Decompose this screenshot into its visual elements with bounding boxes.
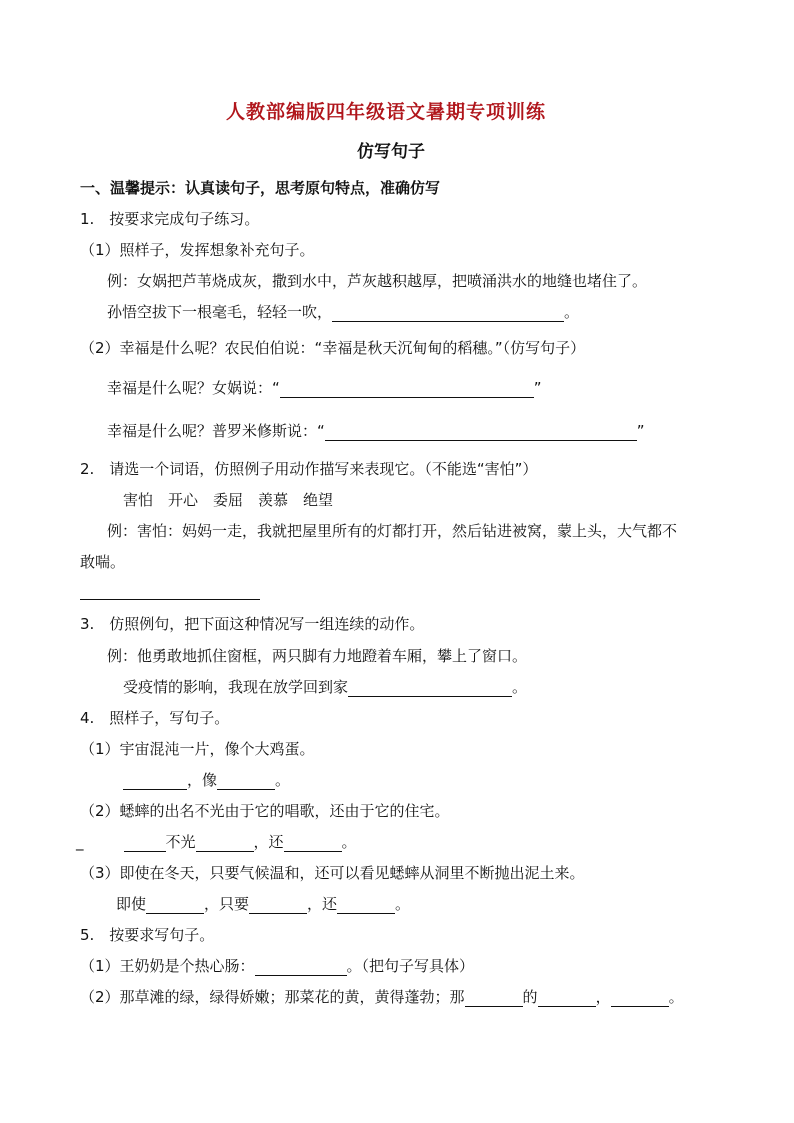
- prometheus-prompt: 幸福是什么呢？普罗米修斯说：“: [107, 422, 325, 440]
- question-1-heading: 1. 按要求完成句子练习。: [80, 210, 260, 228]
- question-4-part-1-answer: [123, 770, 290, 790]
- question-4-part-2-answer: [76, 832, 357, 852]
- question-1-prompt: [107, 302, 579, 322]
- period: 。: [395, 895, 411, 913]
- answer-blank[interactable]: [255, 959, 347, 976]
- word-choices: 害怕 开心 委屈 羡慕 绝望: [123, 491, 334, 509]
- comma: ，: [595, 988, 611, 1006]
- answer-blank[interactable]: [337, 897, 395, 914]
- answer-line[interactable]: [80, 599, 260, 600]
- period: 。: [512, 678, 528, 696]
- page-title: 人教部编版四年级语文暑期专项训练: [226, 101, 547, 123]
- period: 。: [668, 988, 684, 1006]
- answer-blank[interactable]: [123, 773, 187, 790]
- leading-dash: _: [76, 833, 84, 851]
- question-4-heading: 4. 照样子，写句子。: [80, 709, 230, 727]
- prompt-text: 受疫情的影响，我现在放学回到家: [123, 678, 349, 696]
- not-only: 不光: [165, 833, 196, 851]
- prompt-text: （1）王奶奶是个热心肠：: [80, 957, 255, 975]
- answer-blank[interactable]: [538, 990, 596, 1007]
- period: 。: [275, 771, 291, 789]
- as-long-as: ，只要: [204, 895, 250, 913]
- close-quote: ”: [636, 422, 645, 440]
- question-2-example: 例：害怕：妈妈一走，我就把屋里所有的灯都打开，然后钻进被窝，蒙上头，大气都不: [107, 522, 678, 540]
- question-3-heading: 3. 仿照例句，把下面这种情况写一组连续的动作。: [80, 615, 425, 633]
- close-quote: ”: [533, 379, 542, 397]
- prometheus-line: [107, 421, 645, 441]
- instruction: 。（把句子写具体）: [346, 957, 475, 975]
- but-also: ，还: [253, 833, 284, 851]
- answer-blank[interactable]: [325, 424, 637, 441]
- answer-blank[interactable]: [611, 990, 669, 1007]
- de: 的: [522, 988, 538, 1006]
- question-2-heading: 2. 请选一个词语，仿照例子用动作描写来表现它。（不能选“害怕”）: [80, 460, 538, 478]
- question-3-prompt: [123, 677, 527, 697]
- answer-blank[interactable]: [249, 897, 307, 914]
- nuwa-line: [107, 378, 542, 398]
- nuwa-prompt: 幸福是什么呢？女娲说：“: [107, 379, 280, 397]
- question-1-example: 例：女娲把芦苇烧成灰，撒到水中，芦灰越积越厚，把喷涌洪水的地缝也堵住了。: [107, 272, 648, 290]
- question-1-part-1: （1）照样子，发挥想象补充句子。: [80, 241, 315, 259]
- answer-blank[interactable]: [465, 990, 523, 1007]
- answer-blank[interactable]: [196, 835, 254, 852]
- question-4-part-3: （3）即使在冬天，只要气候温和，还可以看见蟋蟀从洞里不断抛出泥土来。: [80, 864, 585, 882]
- question-4-part-2: （2）蟋蟀的出名不光由于它的唱歌，还由于它的住宅。: [80, 802, 450, 820]
- question-5-part-1: [80, 956, 474, 976]
- question-3-example: 例：他勇敢地抓住窗框，两只脚有力地蹬着车厢，攀上了窗口。: [107, 647, 528, 665]
- question-5-heading: 5. 按要求写句子。: [80, 926, 215, 944]
- even-if: 即使: [116, 895, 147, 913]
- answer-blank[interactable]: [332, 305, 564, 322]
- page-subtitle: 仿写句子: [357, 142, 425, 162]
- question-2-example-cont: 敢喘。: [80, 553, 126, 571]
- answer-blank[interactable]: [280, 381, 534, 398]
- answer-blank[interactable]: [217, 773, 275, 790]
- question-5-part-2: [80, 987, 684, 1007]
- period: 。: [341, 833, 357, 851]
- prompt-text: 孙悟空拔下一根毫毛，轻轻一吹，: [107, 303, 333, 321]
- answer-blank[interactable]: [124, 835, 166, 852]
- answer-blank[interactable]: [284, 835, 342, 852]
- question-1-part-2: （2）幸福是什么呢？农民伯伯说：“幸福是秋天沉甸甸的稻穗。”（仿写句子）: [80, 339, 586, 357]
- period: 。: [564, 303, 580, 321]
- section-header: 一、温馨提示：认真读句子，思考原句特点，准确仿写: [80, 179, 441, 197]
- question-4-part-1: （1）宇宙混沌一片，像个大鸡蛋。: [80, 740, 315, 758]
- still: ，还: [307, 895, 338, 913]
- answer-blank[interactable]: [348, 680, 512, 697]
- question-4-part-3-answer: [116, 894, 410, 914]
- comma-like: ，像: [187, 771, 218, 789]
- prompt-text: （2）那草滩的绿，绿得娇嫩；那菜花的黄，黄得蓬勃；那: [80, 988, 465, 1006]
- answer-blank[interactable]: [146, 897, 204, 914]
